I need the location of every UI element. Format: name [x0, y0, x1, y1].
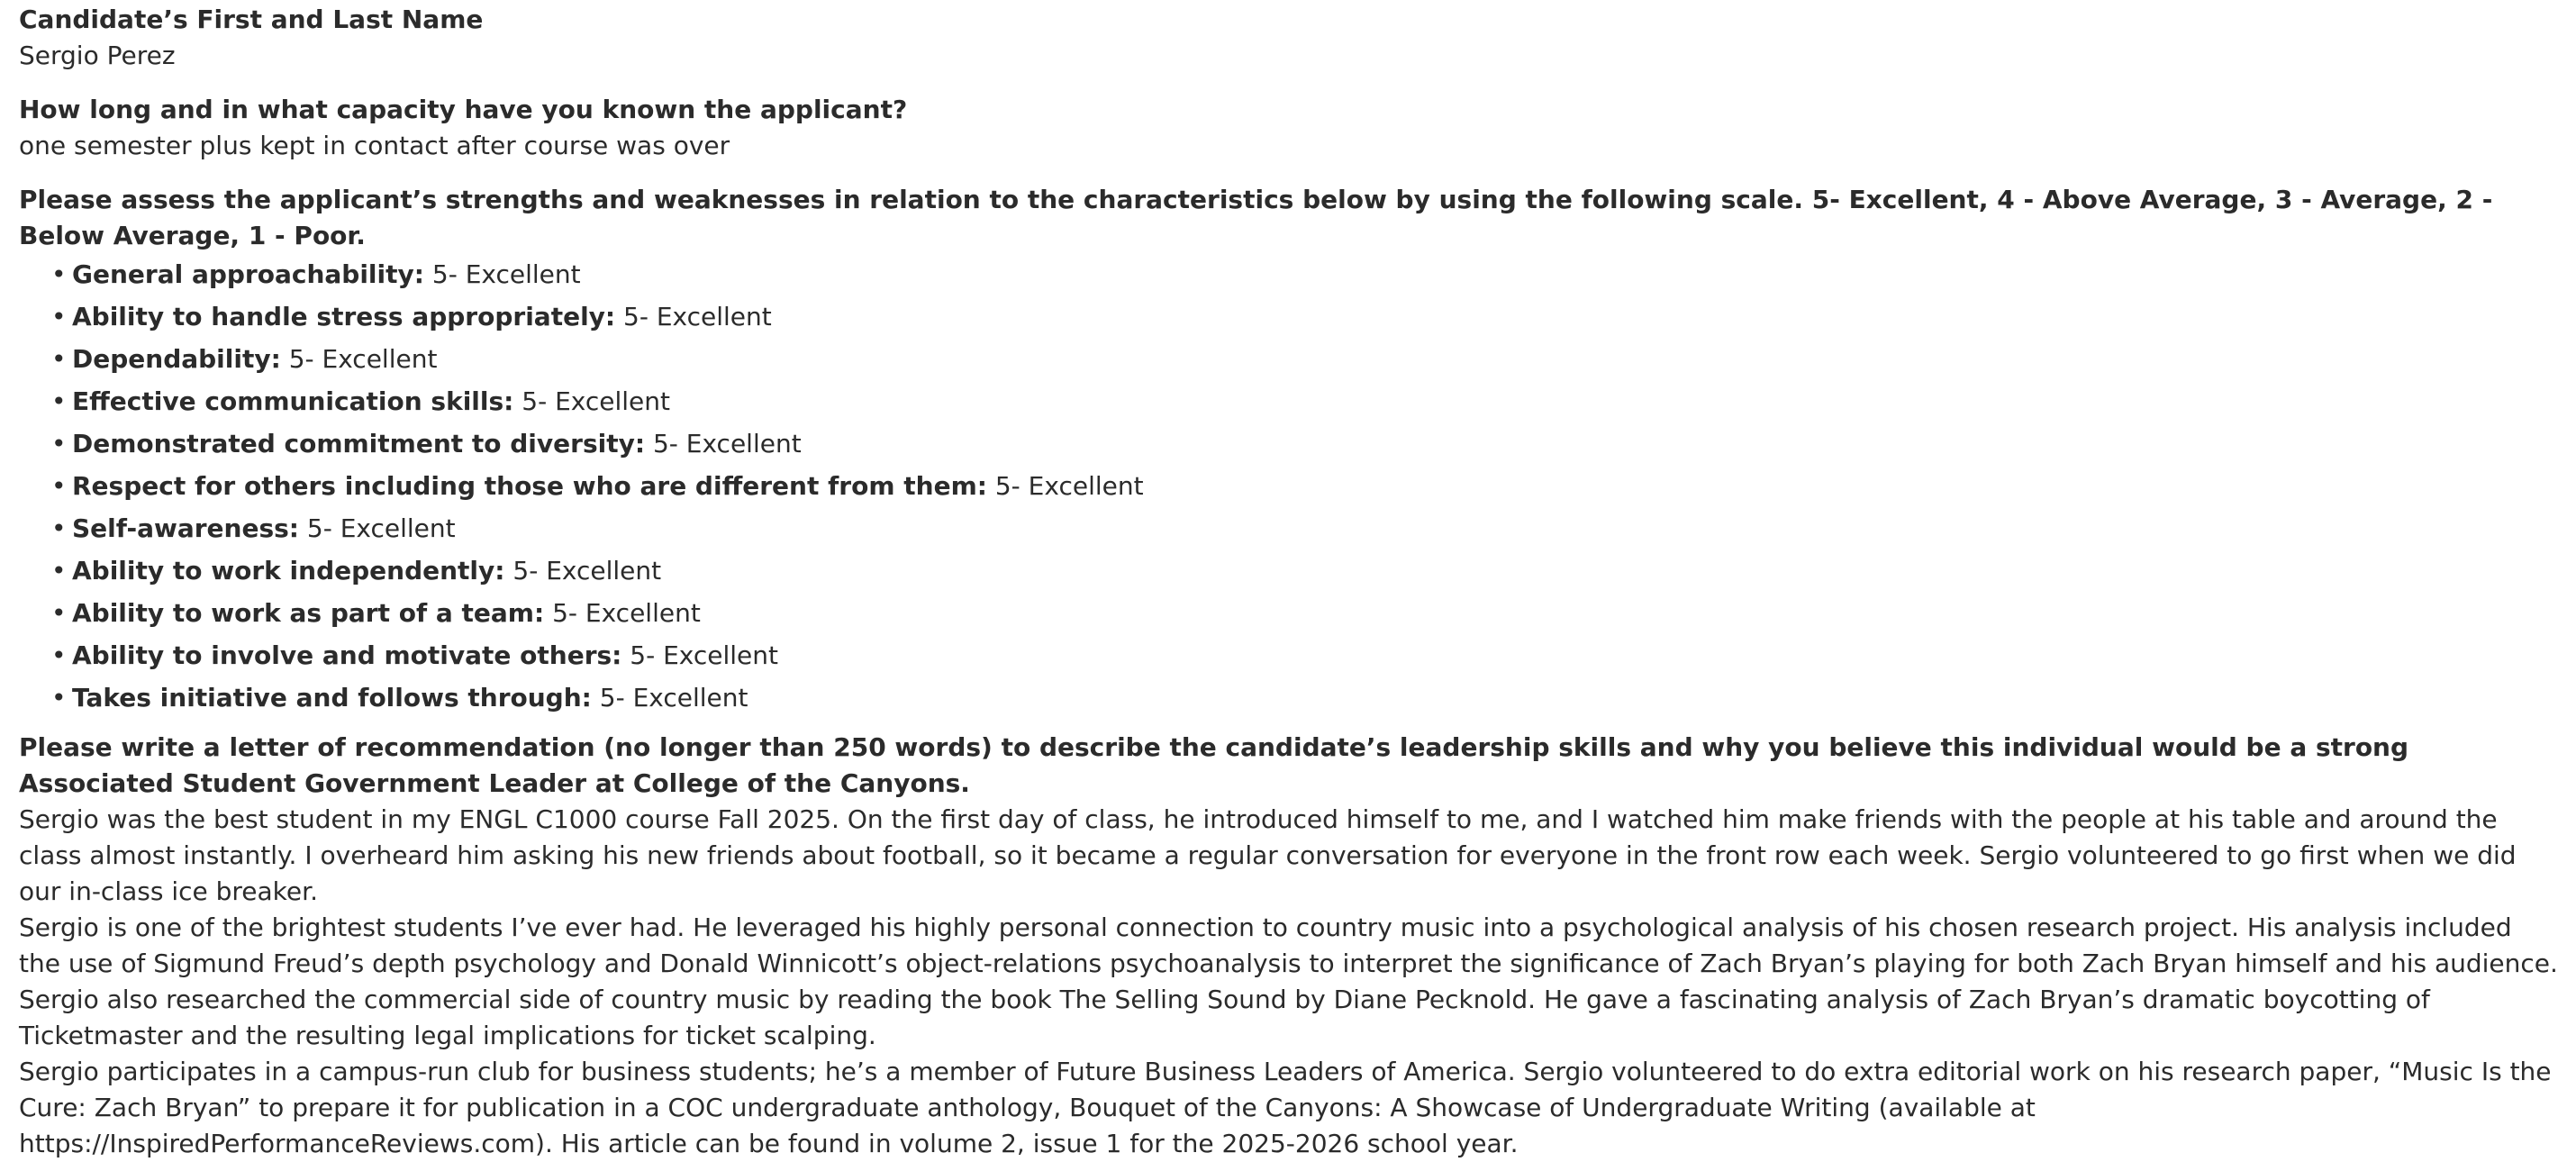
letter-paragraph: Sergio participates in a campus-run club for business students; he’s a member of Future Business Leaders of America. Sergio volunteered to do extra editorial work on his research paper, “Music Is the Cure: Zach Bryan” to prepare it for publication in a COC undergraduate anthology, Bouquet of the Canyons: A Showcase of Undergraduate Writing (available at https://InspiredPerformanceReviews.com). His article can be found in volume 2, issue 1 for the 2025-2026 school year.	[19, 1057, 2552, 1158]
letter-paragraph: Sergio is one of the brightest students I’ve ever had. He leveraged his highly personal connection to country music into a psychological analysis of his chosen research project. His analysis included the use of Sigmund Freud’s depth psychology and Donald Winnicott’s object-relations psychoanalysis to interpret the significance of Zach Bryan’s playing for both Zach Bryan himself and his audience. Sergio also researched the commercial side of country music by reading the book The Selling Sound by Diane Pecknold. He gave a fascinating analysis of Zach Bryan’s dramatic boycotting of Ticketmaster and the resulting legal implications for ticket scalping.	[19, 912, 2558, 1050]
bullet-icon: •	[51, 640, 67, 670]
rating-label: Ability to work independently:	[72, 556, 505, 586]
ratings-list	[19, 257, 2560, 722]
rating-label: Demonstrated commitment to diversity:	[72, 429, 646, 458]
list-item	[51, 426, 2560, 468]
rating-label: Respect for others including those who are different from them:	[72, 471, 987, 501]
list-item	[51, 638, 2560, 680]
bullet-icon: •	[51, 598, 67, 628]
list-item	[51, 257, 2560, 299]
rating-value: 5- Excellent	[652, 429, 802, 458]
bullet-icon: •	[51, 302, 67, 331]
bullet-icon: •	[51, 513, 67, 543]
bullet-icon: •	[51, 683, 67, 713]
bullet-icon: •	[51, 556, 67, 586]
candidate-name-section	[19, 2, 2560, 74]
rating-label: Dependability:	[72, 344, 281, 374]
rating-value: 5- Excellent	[306, 513, 456, 543]
bullet-icon: •	[51, 471, 67, 501]
bullet-icon: •	[51, 344, 67, 374]
rating-value: 5- Excellent	[994, 471, 1144, 501]
rating-label: Ability to involve and motivate others:	[72, 640, 622, 670]
list-item	[51, 341, 2560, 384]
list-item	[51, 299, 2560, 341]
candidate-name-heading: Candidate’s First and Last Name	[19, 5, 484, 34]
rating-value: 5- Excellent	[630, 640, 778, 670]
assessment-section	[19, 182, 2560, 722]
list-item	[51, 384, 2560, 426]
bullet-icon: •	[51, 429, 67, 458]
letter-paragraph: Sergio was the best student in my ENGL C1000 course Fall 2025. On the first day of class, he introduced himself to me, and I watched him make friends with the people at his table and around the class almost instantly. I overheard him asking his new friends about football, so it became a regular conversation for everyone in the front row each week. Sergio volunteered to go first when we did our in-class ice breaker.	[19, 804, 2517, 906]
list-item	[51, 595, 2560, 638]
list-item	[51, 511, 2560, 553]
capacity-value: one semester plus kept in contact after course was over	[19, 131, 730, 160]
list-item	[51, 680, 2560, 722]
rating-value: 5- Excellent	[552, 598, 701, 628]
rating-value: 5- Excellent	[512, 556, 662, 586]
letter-heading: Please write a letter of recommendation (no longer than 250 words) to describe the candidate’s leadership skills and why you believe this individual would be a strong Associated Student Government Leader at College of the Canyons.	[19, 732, 2409, 798]
rating-label: Effective communication skills:	[72, 386, 514, 416]
rating-label: Takes initiative and follows through:	[72, 683, 592, 713]
candidate-name-value: Sergio Perez	[19, 41, 176, 70]
assessment-heading: Please assess the applicant’s strengths and weaknesses in relation to the characteristics below by using the following scale. 5- Excellent, 4 - Above Average, 3 - Average, 2 - Below Average, 1 - Poor.	[19, 185, 2493, 250]
rating-value: 5- Excellent	[623, 302, 772, 331]
list-item	[51, 468, 2560, 511]
rating-value: 5- Excellent	[522, 386, 670, 416]
rating-value: 5- Excellent	[288, 344, 438, 374]
rating-label: Ability to handle stress appropriately:	[72, 302, 616, 331]
rating-value: 5- Excellent	[599, 683, 748, 713]
rating-label: Ability to work as part of a team:	[72, 598, 545, 628]
rating-label: Self-awareness:	[72, 513, 299, 543]
bullet-icon: •	[51, 259, 67, 289]
list-item	[51, 553, 2560, 595]
capacity-section	[19, 92, 2560, 164]
bullet-icon: •	[51, 386, 67, 416]
rating-value: 5- Excellent	[431, 259, 581, 289]
capacity-heading: How long and in what capacity have you known the applicant?	[19, 95, 908, 124]
letter-section	[19, 730, 2560, 1162]
rating-label: General approachability:	[72, 259, 424, 289]
